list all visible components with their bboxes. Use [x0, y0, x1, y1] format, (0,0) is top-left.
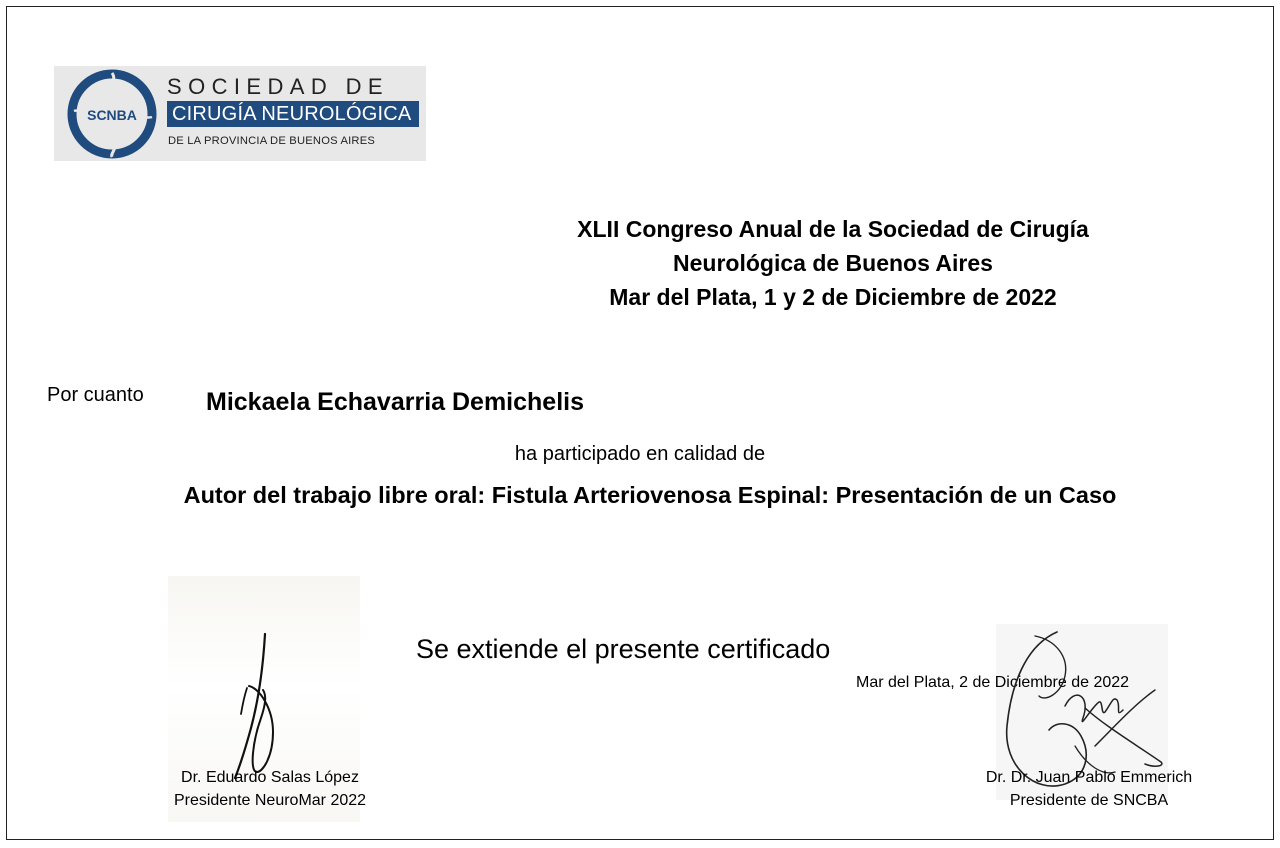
signatory-right-name: Dr. Dr. Juan Pablo Emmerich	[985, 769, 1193, 786]
logo-line-provincia: DE LA PROVINCIA DE BUENOS AIRES	[168, 135, 376, 147]
scnba-emblem-icon	[66, 69, 158, 159]
society-logo	[54, 66, 426, 161]
signatory-left-title: Presidente NeuroMar 2022	[173, 792, 367, 809]
role-description: Autor del trabajo libre oral: Fistula Arteriovenosa Espinal: Presentación de un Caso	[183, 482, 1117, 508]
signatory-right	[960, 766, 1218, 812]
closing-statement: Se extiende el presente certificado	[416, 634, 831, 664]
signatory-left	[150, 766, 390, 812]
congress-title-line3: Mar del Plata, 1 y 2 de Diciembre de 2022	[609, 284, 1057, 310]
congress-title-line1: XLII Congreso Anual de la Sociedad de Cirugía	[577, 216, 1089, 242]
signatory-left-name: Dr. Eduardo Salas López	[181, 769, 359, 786]
recipient-name: Mickaela Echavarria Demichelis	[206, 388, 585, 416]
participation-label: ha participado en calidad de	[514, 443, 766, 465]
emblem-text: SCNBA	[87, 107, 137, 123]
logo-line-cirugia: CIRUGÍA NEUROLÓGICA	[167, 101, 419, 127]
congress-title	[500, 212, 1166, 314]
signatory-right-title: Presidente de SNCBA	[1009, 792, 1169, 809]
logo-line-sociedad: SOCIEDAD DE	[167, 74, 389, 99]
congress-title-line2: Neurológica de Buenos Aires	[673, 250, 993, 276]
por-cuanto-label: Por cuanto	[47, 384, 144, 406]
participation-text	[0, 443, 1280, 466]
place-and-date: Mar del Plata, 2 de Diciembre de 2022	[856, 674, 1130, 691]
